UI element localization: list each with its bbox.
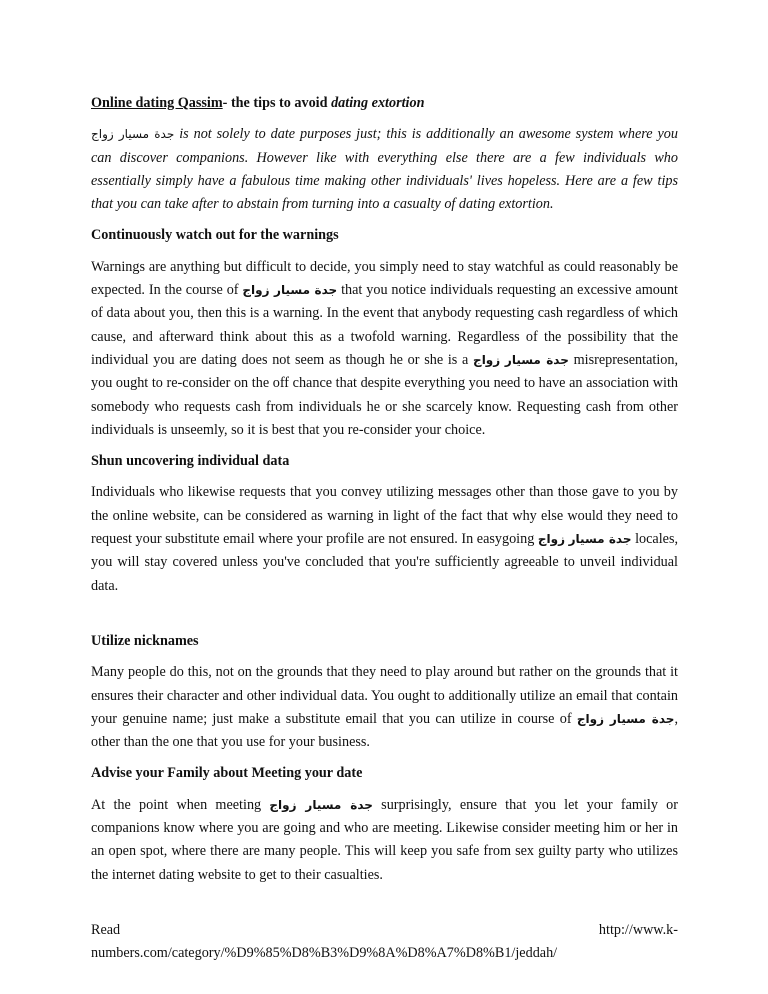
heading-warnings: Continuously watch out for the warnings (91, 227, 339, 244)
arabic-keyword: جدة مسيار (504, 352, 569, 367)
heading-nicknames: Utilize nicknames (91, 632, 199, 649)
text-segment: At the point when meeting (91, 796, 270, 813)
read-url-end[interactable]: numbers.com/category/%D9%85%D8%B3%D9%8A%D8%A7%D8%B1/jeddah/ (91, 945, 558, 962)
text-segment: , other than the one that you use for your business. (91, 710, 678, 751)
read-label: Read (91, 921, 121, 938)
read-more-line (91, 919, 678, 942)
paragraph-nicknames (91, 661, 678, 754)
paragraph-warnings (91, 256, 678, 442)
intro-text: is not solely to date purposes just; this is additionally an awesome system where you can discover companions. However like with everything else there are a few individuals who essentially simply have a fabulous time making other individuals' lives hopeless. Here are a few tips that you can take after to abstain from turning into a casualty of dating extortion. (91, 126, 678, 213)
text-segment: Many people do this, not on the grounds that they need to play around but rather on the grounds that it ensures their character and other individual data. You ought to additionally utilize an email that contain your genuine name; just make a substitute email that you can utilize in course of (91, 664, 678, 727)
arabic-keyword: جدة مسيار زواج (91, 127, 175, 142)
text-segment: Warnings are anything but difficult to decide, you simply need to stay watchful as could reasonably be expected. In the course of (91, 258, 678, 299)
title-link-text: Online dating Qassim (91, 95, 223, 111)
arabic-keyword: جدة مسيار (568, 532, 632, 547)
arabic-keyword: جدة مسيار زواج (576, 711, 675, 726)
text-segment: locales, you will stay covered unless you've concluded that you're sufficiently agreeable to unveil individual data. (91, 531, 679, 594)
read-url-start[interactable]: http://www.k- (598, 921, 678, 938)
heading-family: Advise your Family about Meeting your date (91, 765, 363, 782)
document-title (91, 92, 678, 115)
arabic-keyword: زواج (537, 532, 566, 547)
title-middle: - the tips to avoid (222, 95, 332, 111)
document-page (91, 92, 678, 966)
paragraph-personal-data (91, 481, 678, 597)
intro-paragraph (91, 123, 678, 216)
spacer (91, 895, 678, 919)
arabic-keyword: جدة مسيار زواج (269, 797, 373, 812)
text-segment: Individuals who likewise requests that you convey utilizing messages other than those gave to you by the online website, can be considered as warning in light of the fact that why else would they need to request your substitute email where your profile are not ensured. In easygoing (91, 484, 678, 548)
text-segment: that you notice individuals requesting an excessive amount of data about you, then this is a warning. In the event that anybody requesting cash regardless of which cause, and afterward think about this as a twofold warning. Regardless of the possibility that the individual you are dating does not seem as though he or she is a (91, 282, 678, 368)
arabic-keyword: زواج (473, 352, 501, 367)
text-segment: misrepresentation, you ought to re-consider on the off chance that despite everything you need to have an association with somebody who requests cash from individuals he or she scarcely know. Requesting cash from other individuals is unseemly, so it is best that you re-consider your choice. (91, 351, 678, 438)
spacer (91, 606, 678, 630)
arabic-keyword: جدة مسيار زواج (242, 283, 338, 298)
paragraph-family (91, 794, 678, 887)
heading-personal-data: Shun uncovering individual data (91, 453, 290, 470)
title-italic: dating extortion (331, 95, 425, 111)
text-segment: surprisingly, ensure that you let your family or companions know where you are going and who are meeting. Likewise consider meeting him or her in an open spot, where there are many people. This will keep you safe from sex guilty party who utilizes the internet dating website to get to their casualties. (91, 796, 678, 883)
